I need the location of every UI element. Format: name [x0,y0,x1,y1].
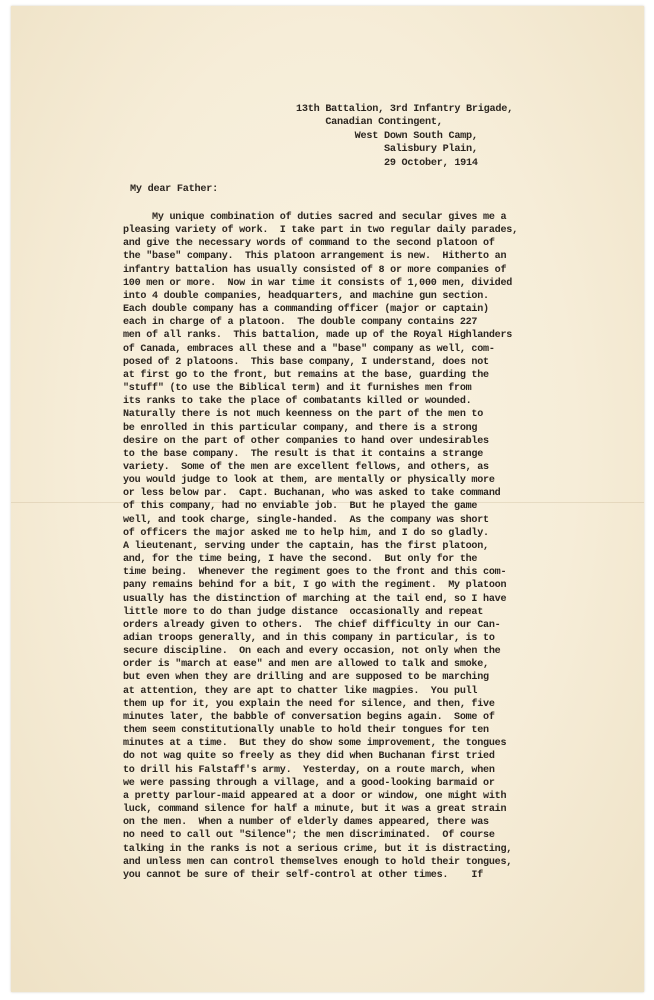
body-line: and, for the time being, I have the second. But only for the [123,554,478,566]
body-line: order is "march at ease" and men are allowed to talk and smoke, [123,659,489,671]
body-line: and unless men can control themselves enough to hold their tongues, [123,856,513,868]
body-line: pleasing variety of work. I take part in two regular daily parades, [123,225,518,237]
body-line: you cannot be sure of their self-control at other times. If [123,869,484,881]
body-line: "stuff" (to use the Biblical term) and it furnishes men from [123,383,472,395]
letter-heading [296,103,513,170]
body-line: adian troops generally, and in this company in particular, is to [123,633,495,644]
body-line: each in charge of a platoon. The double company contains 227 [123,317,478,329]
body-line: orders already given to others. The chief difficulty in our Can- [123,619,501,631]
body-line: infantry battalion has usually consisted of 8 or more companies of [123,264,507,276]
body-line: into 4 double companies, headquarters, and machine gun section. [123,290,489,302]
letter-page [11,6,644,992]
body-line: talking in the ranks is not a serious crime, but it is distracting, [123,843,513,855]
body-line: My unique combination of duties sacred and secular gives me a [123,212,507,223]
body-line: desire on the part of other companies to hand over undesirables [123,435,489,447]
body-line: but even when they are drilling and are supposed to be marching [123,672,489,684]
body-line: no need to call out "Silence"; the men discriminated. Of course [123,830,495,842]
body-line: you would judge to look at them, are mentally or physically more [123,475,495,487]
body-line: of this company, had no enviable job. But he played the game [123,501,478,513]
body-line: A lieutenant, serving under the captain, has the first platoon, [123,540,489,552]
body-line: men of all ranks. This battalion, made up of the Royal Highlanders [123,330,513,342]
body-line: minutes later, the babble of conversation begins again. Some of [123,711,495,723]
heading-line: Salisbury Plain, [296,144,478,156]
body-line: minutes at a time. But they do show some improvement, the tongues [123,738,507,750]
body-line: Naturally there is not much keenness on the part of the men to [123,409,484,421]
body-line: to the base company. The result is that it contains a strange [123,448,484,460]
letter-body [123,211,518,882]
heading-line: 13th Battalion, 3rd Infantry Brigade, [296,104,513,115]
body-line: Each double company has a commanding officer (major or captain) [123,304,489,316]
body-line: we were passing through a village, and a good-looking barmaid or [123,777,495,789]
body-line: variety. Some of the men are excellent fellows, and others, as [123,461,489,473]
body-line: them seem constitutionally unable to hold their tongues for ten [123,725,489,737]
body-line: time being. Whenever the regiment goes to the front and this com- [123,567,507,579]
body-line: a pretty parlour-maid appeared at a door or window, one might with [123,790,507,802]
body-line: its ranks to take the place of combatants killed or wounded. [123,396,472,408]
body-line: well, and took charge, single-handed. As the company was short [123,514,489,526]
body-line: or less below par. Capt. Buchanan, who was asked to take command [123,488,501,500]
body-line: pany remains behind for a bit, I go with the regiment. My platoon [123,580,507,592]
heading-line: West Down South Camp, [296,130,478,142]
body-line: little more to do than judge distance occasionally and repeat [123,606,484,618]
body-line: at first go to the front, but remains at the base, guarding the [123,369,489,381]
body-line: 100 men or more. Now in war time it consists of 1,000 men, divided [123,277,513,289]
body-line: usually has the distinction of marching at the tail end, so I have [123,593,507,605]
body-line: of Canada, embraces all these and a "base" company as well, com- [123,343,495,355]
body-line: them up for it, you explain the need for silence, and then, five [123,698,495,710]
body-line: to drill his Falstaff's army. Yesterday, on a route march, when [123,764,495,776]
body-line: on the men. When a number of elderly dames appeared, there was [123,817,489,829]
body-line: posed of 2 platoons. This base company, I understand, does not [123,356,489,368]
body-line: be enrolled in this particular company, and there is a strong [123,422,478,434]
body-line: of officers the major asked me to help him, and I do so gladly. [123,527,489,539]
body-line: at attention, they are apt to chatter like magpies. You pull [123,685,478,697]
body-line: and give the necessary words of command to the second platoon of [123,238,495,250]
body-line: secure discipline. On each and every occasion, not only when the [123,646,501,658]
heading-line: Canadian Contingent, [296,117,443,129]
salutation: My dear Father: [130,184,218,195]
body-line: do not wag quite so freely as they did when Buchanan first tried [123,751,495,763]
heading-line: 29 October, 1914 [296,157,478,169]
body-line: the "base" company. This platoon arrangement is new. Hitherto an [123,251,507,263]
body-line: luck, command silence for half a minute, but it was a great strain [123,804,507,816]
